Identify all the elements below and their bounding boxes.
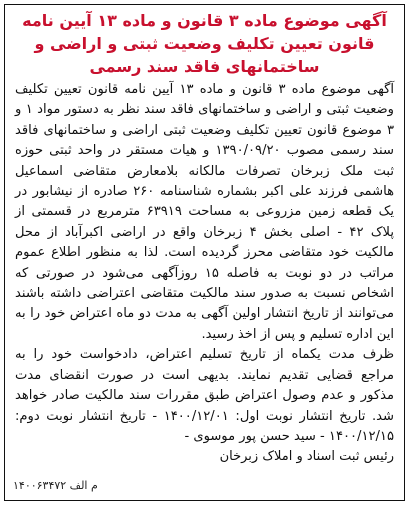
notice-paragraph-2: ظرف مدت یکماه از تاریخ تسلیم اعتراض، دادخواست خود را به مراجع قضایی تقدیم نمایند. بدیهی است در صورت انقضای مدت مذکور و عدم وصول اعتراض طبق مقررات سند مالکیت صادر خواهد شد. تاریخ انتشار نوبت اول: ۱۴۰۰/۱۲/۰۱ - تاریخ انتشار نوبت دوم: ۱۴۰۰/۱۲/۱۵ - سید حسن پور موسوی - xyxy=(15,347,394,444)
notice-paragraph-1: آگهی موضوع ماده ۳ قانون و ماده ۱۳ آیین نامه قانون تعیین تکلیف وضعیت ثبتی و اراضی و ساختمانهای فاقد سند نظر به دستور مواد ۱ و ۳ موضوع قانون تعیین تکلیف وضعیت ثبتی اراضی و ساختمانهای فاقد سند رسمی مصوب ۱۳۹۰/۰۹/۲۰ و هیات مستقر در واحد ثبتی حوزه ثبت ملک زبرخان تصرفات مالکانه بلامعارض متقاضی اسماعیل هاشمی فرزند علی اکبر بشماره شناسنامه ۲۶۰ صادره از نیشابور در یک قطعه زمین مزروعی به مساحت ۶۳۹۱۹ مترمربع در قسمتی از پلاک ۴۲ - اصلی بخش ۴ زبرخان واقع در اراضی اکبرآباد از محل مالکیت خود متقاضی محرز گردیده است. لذا به منظور اطلاع عموم مراتب در دو نوبت به فاصله ۱۵ روزآگهی می‌شود در صورتی که اشخاص نسبت به صدور سند مالکیت متقاضی اعتراضی داشته باشند می‌توانند از تاریخ انتشار اولین آگهی به مدت دو ماه اعتراض خود را به این اداره تسلیم و پس از اخذ رسید. xyxy=(15,82,394,342)
notice-code: م الف ۱۴۰۰۶۳۴۷۲ xyxy=(13,479,98,492)
legal-notice xyxy=(4,4,405,501)
notice-signature: رئیس ثبت اسناد و املاک زبرخان xyxy=(219,449,394,465)
notice-body xyxy=(15,80,394,467)
notice-title: آگهی موضوع ماده ۳ قانون و ماده ۱۳ آیین نامه قانون تعیین تکلیف وضعیت ثبتی و اراضی و ساختمانهای فاقد سند رسمی xyxy=(22,11,387,76)
